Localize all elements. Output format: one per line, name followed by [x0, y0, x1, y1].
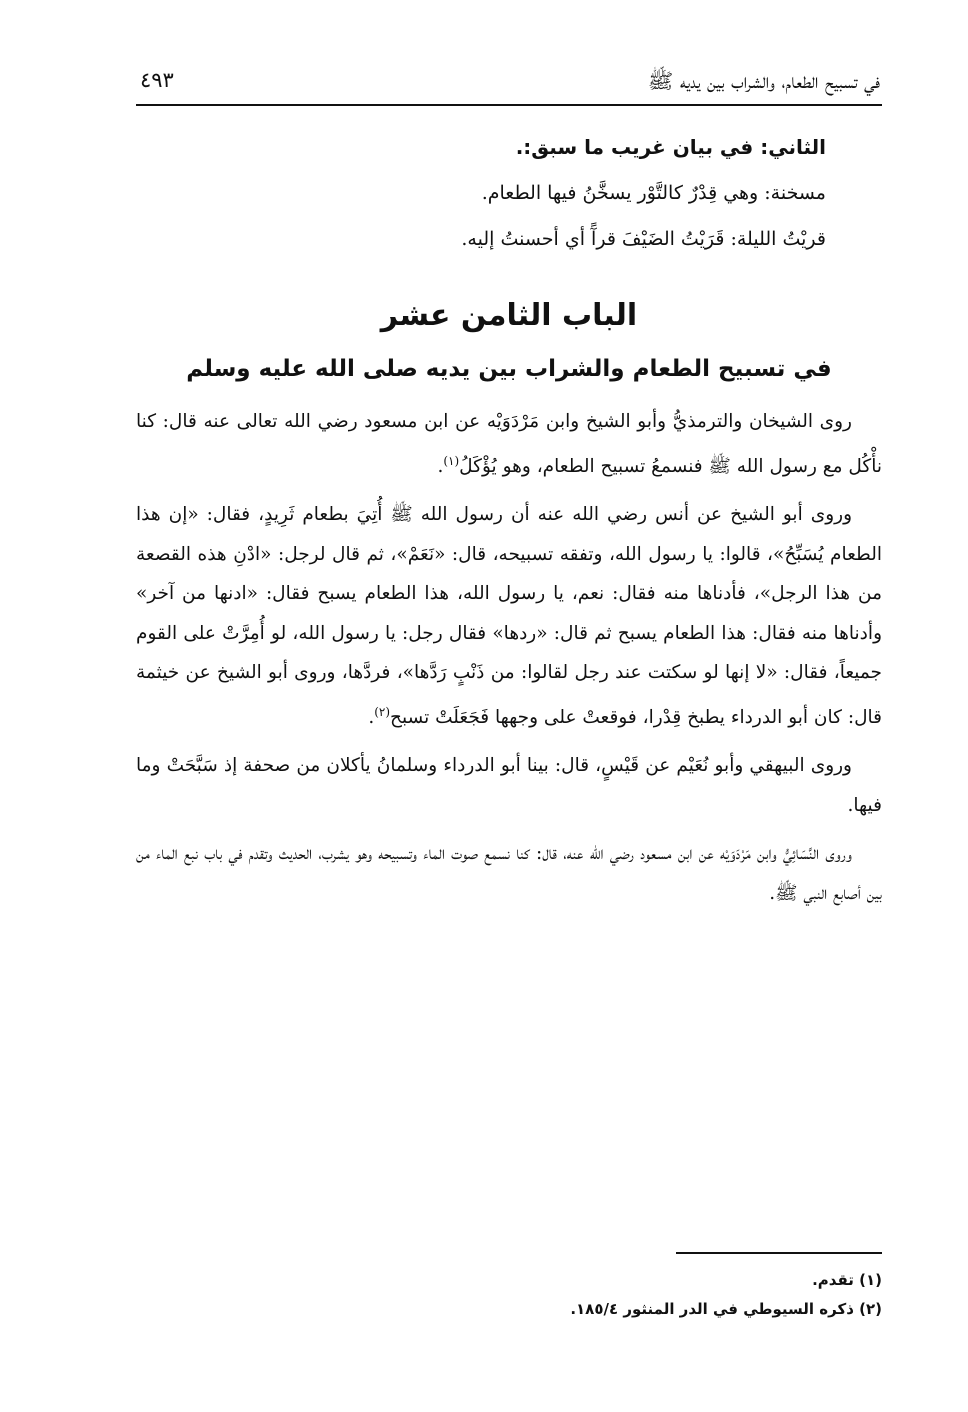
paragraph-text: وروى أبو الشيخ عن أنس رضي الله عنه أن رسول الله ﷺ أُتِيَ بطعام ثَرِيدٍ، فقال: «إن هذا الطعام يُسَبِّحُ»، قالوا: يا رسول الله، وتفقه تسبيحه، قال: «نَعَمْ»، ثم قال لرجل: «ادْنِ هذه القصعة من هذا الرجل»، فأدناها منه فقال: نعم، يا رسول الله، هذا الطعام يسبح فقال: «ادنها من آخر» وأدناها منه فقال: هذا الطعام يسبح ثم قال: «ردها» فقال رجل: يا رسول الله، لو أُمِرَّتْ على القوم جميعاً، فقال: «لا إنها لو سكتت عند رجل لقالوا: من ذَنْبٍ رَدَّها»، فردَّها، وروى أبو الشيخ عن خيثمة قال: كان أبو الدرداء يطبخ قِدْرا، فوقعتْ على وجهها فَجَعَلَتْ تسبح	[136, 504, 882, 728]
footnote: (١) تقدم.	[812, 1271, 882, 1289]
paragraph	[136, 834, 882, 913]
glossary-line: قريْتُ الليلة: قَرَيْتُ الضَيْفَ قرآً أي أحسنتُ إليه.	[461, 228, 826, 250]
page-number: ٤٩٣	[140, 68, 174, 92]
footnote: (٢) ذكره السيوطي في الدر المنثور ١٨٥/٤.	[570, 1300, 882, 1318]
footnote-ref[interactable]: (٢)	[374, 704, 391, 719]
paragraph	[136, 402, 882, 486]
header-rule	[136, 104, 882, 106]
running-title: في تسبيح الطعام، والشراب بين يديه ﷺ	[647, 69, 880, 93]
paragraph	[136, 746, 882, 825]
chapter-title: الباب الثامن عشر	[380, 298, 638, 333]
glossary-notes	[136, 124, 826, 262]
paragraph-end: .	[437, 455, 444, 477]
paragraph-text: روى الشيخان والترمذيُّ وأبو الشيخ وابن مَرْدَوَيْه عن ابن مسعود رضي الله تعالى عنه قال: كنا نأْكُل مع رسول الله ﷺ فنسمعُ تسبيح الطعام، وهو يُؤْكَلُ	[136, 411, 882, 477]
chapter-body	[136, 402, 882, 922]
glossary-line: مسخنة: وهي قِدْرٌ كالتَّوْر يسخَّنُ فيها الطعام.	[481, 182, 826, 204]
running-header	[140, 68, 880, 100]
paragraph-text: وروى النَّسَائِيُّ وابن مَرْدَوَيْه عن ابن مسعود رضي الله عنه، قال: كنا نسمع صوت الماء وتسبيحه وهو يشرب، الحديث وتقدم في باب نبع الماء من بين أصابع النبي ﷺ.	[136, 843, 882, 904]
chapter-subtitle: في تسبيح الطعام والشراب بين يديه صلى الله عليه وسلم	[186, 356, 832, 382]
glossary-heading: الثاني: في بيان غريب ما سبق:.	[515, 135, 826, 159]
footnote-ref[interactable]: (١)	[443, 453, 460, 468]
paragraph-text: وروى البيهقي وأبو نُعَيْم عن قَيْسٍ، قال: بينا أبو الدرداء وسلمانُ يأكلان من صحفة إذ سَبَّحَتْ وما فيها.	[136, 755, 882, 816]
footnotes	[480, 1266, 882, 1324]
paragraph-end: .	[368, 706, 375, 728]
paragraph	[136, 495, 882, 737]
footnote-rule	[676, 1252, 882, 1254]
